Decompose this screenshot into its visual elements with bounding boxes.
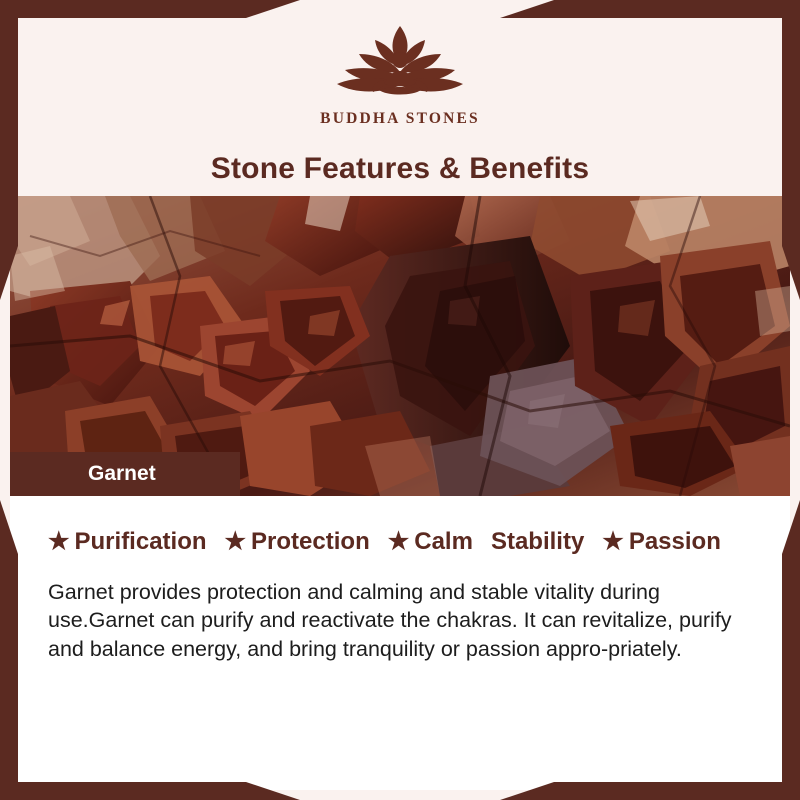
benefits-list	[48, 528, 752, 556]
stone-name: Garnet	[88, 462, 156, 485]
lotus-meditation-icon	[325, 24, 475, 106]
section-title-band	[0, 143, 800, 195]
brand-name: BUDDHA STONES	[320, 110, 480, 127]
star-icon: ★	[48, 528, 70, 555]
stone-name-tab	[10, 452, 240, 496]
stone-hero-image	[10, 196, 790, 496]
benefit-label: Purification	[74, 528, 207, 555]
benefit-label: Protection	[251, 528, 370, 555]
star-icon: ★	[602, 528, 624, 555]
brand-header	[0, 0, 800, 145]
benefit-label: Passion	[628, 528, 721, 555]
benefit-item	[602, 528, 721, 556]
stone-description: Garnet provides protection and calming and stable vitality during use.Garnet can purify and reactivate the chakras. It can revitalize, purify and balance energy, and bring tranquility or passion appro-priately.	[48, 579, 732, 661]
benefit-item	[225, 528, 370, 556]
star-icon: ★	[224, 528, 247, 555]
benefit-item	[491, 528, 584, 556]
benefit-item	[388, 528, 473, 556]
benefit-item	[48, 528, 207, 556]
star-icon: ★	[387, 528, 410, 555]
stone-details-panel	[10, 496, 790, 790]
benefit-label: Stability	[490, 528, 585, 555]
benefit-label: Calm	[414, 528, 473, 555]
page-title: Stone Features & Benefits	[210, 152, 590, 185]
